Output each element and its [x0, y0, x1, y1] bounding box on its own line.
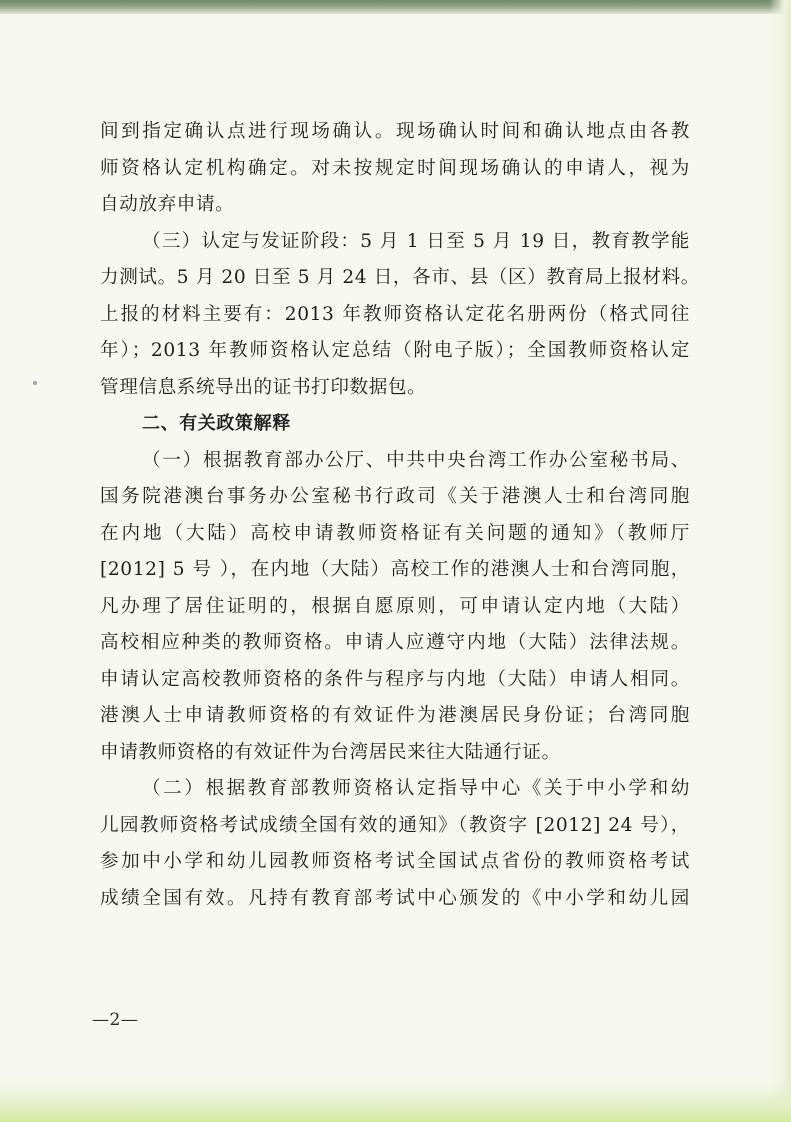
paragraph-line: 成绩全国有效。凡持有教育部考试中心颁发的《中小学和幼儿园	[100, 887, 690, 909]
paragraph-line: 申请认定高校教师资格的条件与程序与内地（大陆）申请人相同。	[100, 668, 690, 690]
section-heading: 二、有关政策解释	[142, 413, 291, 434]
paragraph-line: 年）；2013 年教师资格认定总结（附电子版）；全国教师资格认定	[100, 340, 690, 361]
paragraph-line: 凡办理了居住证明的，根据自愿原则，可申请认定内地（大陆）	[100, 595, 690, 617]
paragraph-line: 高校相应种类的教师资格。申请人应遵守内地（大陆）法律法规。	[100, 632, 690, 653]
paragraph-line: 上报的材料主要有：2013 年教师资格认定花名册两份（格式同往	[100, 303, 690, 325]
paragraph-line: 申请教师资格的有效证件为台湾居民来往大陆通行证。	[100, 741, 561, 763]
paragraph-line: 国务院港澳台事务办公室秘书行政司《关于港澳人士和台湾同胞	[100, 486, 690, 507]
paragraph-line: 管理信息系统导出的证书打印数据包。	[100, 376, 427, 398]
paragraph-line: [2012] 5 号 ），在内地（大陆）高校工作的港澳人士和台湾同胞，	[100, 559, 690, 580]
scan-edge-top	[0, 0, 791, 14]
paragraph-line: （一）根据教育部办公厅、中共中央台湾工作办公室秘书局、	[142, 449, 690, 471]
paragraph-line: 港澳人士申请教师资格的有效证件为港澳居民身份证；台湾同胞	[100, 705, 690, 726]
paragraph-line: （二）根据教育部教师资格认定指导中心《关于中小学和幼	[142, 778, 690, 799]
paragraph-line: 间到指定确认点进行现场确认。现场确认时间和确认地点由各教	[100, 121, 690, 142]
scan-speck	[33, 381, 37, 385]
paragraph-line: 师资格认定机构确定。对未按规定时间现场确认的申请人，视为	[100, 157, 690, 179]
paragraph-line: 参加中小学和幼儿园教师资格考试全国试点省份的教师资格考试	[100, 851, 690, 872]
page-number: —2—	[92, 1010, 139, 1030]
paragraph-line: （三）认定与发证阶段：5 月 1 日至 5 月 19 日，教育教学能	[142, 230, 690, 252]
scan-edge-bottom	[0, 1082, 791, 1122]
paragraph-line: 力测试。5 月 20 日至 5 月 24 日，各市、县（区）教育局上报材料。	[100, 267, 700, 288]
paragraph-line: 儿园教师资格考试成绩全国有效的通知》（教资字 [2012] 24 号），	[100, 814, 690, 836]
paragraph-line: 在内地（大陆）高校申请教师资格证有关问题的通知》（教师厅	[100, 522, 690, 544]
document-body	[100, 114, 700, 917]
paragraph-line: 自动放弃申请。	[100, 194, 235, 215]
scan-edge-right	[769, 0, 791, 1122]
